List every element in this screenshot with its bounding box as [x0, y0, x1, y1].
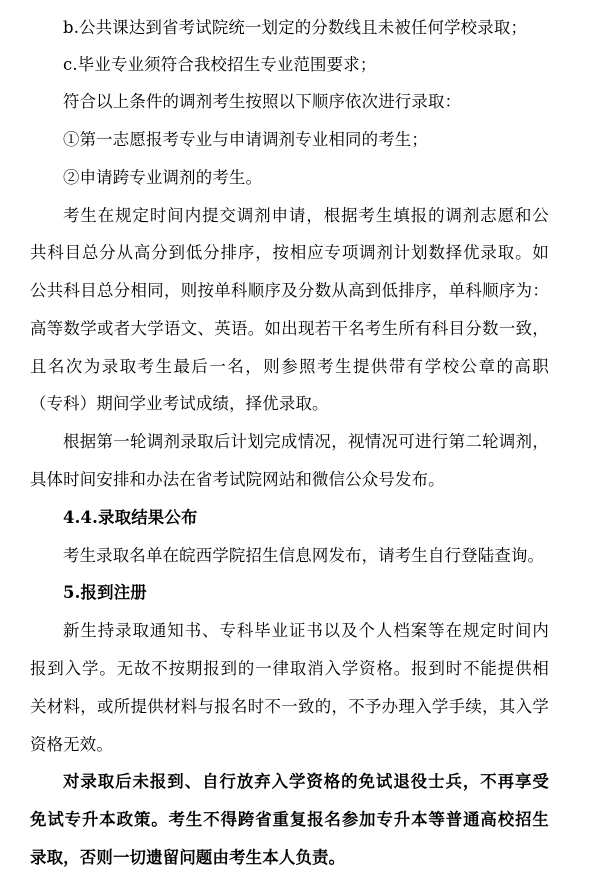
result-text: 考生录取名单在皖西学院招生信息网发布，请考生自行登陆查询。 — [63, 546, 545, 565]
second-round-line-2: 具体时间安排和办法在省考试院网站和微信公众号发布。 — [30, 470, 445, 489]
registration-line-1: 新生持录取通知书、专科毕业证书以及个人档案等在规定时间内 — [63, 621, 549, 640]
registration-line-2: 报到入学。无故不按期报到的一律取消入学资格。报到时不能提供相 — [30, 659, 549, 678]
condition-c-line: c.毕业专业须符合我校招生专业范围要求； — [63, 55, 377, 74]
ranking-line-1: 考生在规定时间内提交调剂申请，根据考生填报的调剂志愿和公 — [63, 206, 549, 225]
notice-line-3: 录取，否则一切遗留问题由考生本人负责。 — [30, 848, 346, 867]
notice-line-1: 对录取后未报到、自行放弃入学资格的免试退役士兵，不再享受 — [63, 772, 549, 791]
order-item-2: ②申请跨专业调剂的考生。 — [63, 168, 263, 187]
ranking-line-5: 且名次为录取考生最后一名，则参照考生提供带有学校公章的高职 — [30, 357, 549, 376]
order-item-1: ①第一志愿报考专业与申请调剂专业相同的考生； — [63, 130, 428, 149]
ranking-line-6: （专科）期间学业考试成绩，择优录取。 — [30, 394, 329, 413]
second-round-line-1: 根据第一轮调剂录取后计划完成情况，视情况可进行第二轮调剂， — [63, 432, 549, 451]
notice-line-2: 免试专升本政策。考生不得跨省重复报名参加专升本等普通高校招生 — [30, 810, 549, 829]
registration-line-3: 关材料，或所提供材料与报名时不一致的，不予办理入学手续，其入学 — [30, 697, 549, 716]
condition-b-line: b.公共课达到省考试院统一划定的分数线且未被任何学校录取； — [63, 18, 528, 37]
ranking-line-3: 公共科目总分相同，则按单科顺序及分数从高到低排序，单科顺序为： — [30, 281, 549, 300]
registration-line-4: 资格无效。 — [30, 735, 113, 754]
heading-5: 5.报到注册 — [63, 583, 147, 602]
ranking-line-4: 高等数学或者大学语文、英语。如出现若干名考生所有科目分数一致， — [30, 319, 549, 338]
ranking-line-2: 共科目总分从高分到低分排序，按相应专项调剂计划数择优录取。如 — [30, 243, 549, 262]
heading-4-4: 4.4.录取结果公布 — [63, 508, 198, 527]
order-intro-line: 符合以上条件的调剂考生按照以下顺序依次进行录取： — [63, 92, 462, 111]
